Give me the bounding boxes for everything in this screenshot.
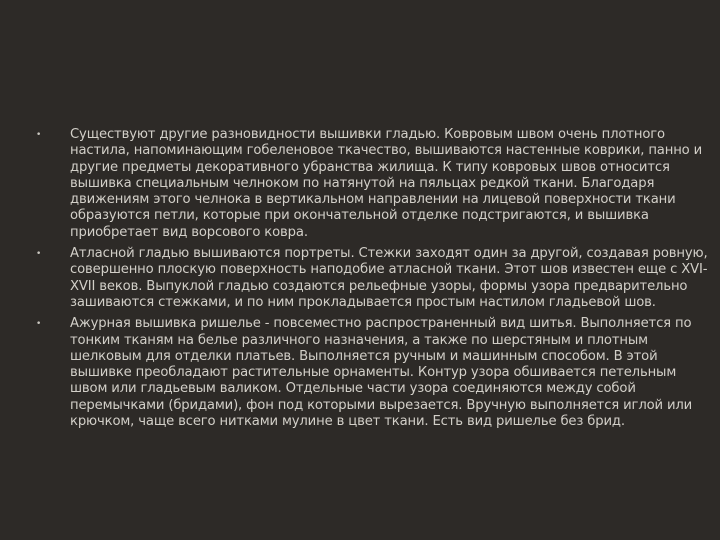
- bullet-list: [36, 127, 716, 430]
- bullet-item-carpet-stitch: [36, 127, 716, 241]
- bullet-icon: •: [36, 249, 42, 260]
- bullet-icon: •: [36, 130, 42, 140]
- bullet-text: Атласной гладью вышиваются портреты. Стежки заходят один за другой, создавая ровную, совершенно плоскую поверхность наподобие атласной ткани. Этот шов известен еще с XVI-XVII веков. Выпуклой гладью создаются рельефные узоры, формы узора предварительно зашиваются стежками, и по ним прокладывается простым настилом гладьевой шов.: [70, 246, 708, 310]
- bullet-icon: •: [36, 319, 42, 330]
- bullet-item-satin-stitch: [36, 246, 716, 311]
- bullet-item-richelieu: [36, 316, 716, 430]
- bullet-text: Существуют другие разновидности вышивки гладью. Ковровым швом очень плотного настила, напоминающим гобеленовое ткачество, вышиваются настенные коврики, панно и другие предметы декоративного убранства жилища. К типу ковровых швов относится вышивка специальным челноком по натянутой на пяльцах редкой ткани. Благодаря движениям этого челнока в вертикальном направлении на лицевой поверхности ткани образуются петли, которые при окончательной отделке подстригаются, и вышивка приобретает вид ворсового ковра.: [70, 127, 703, 240]
- bullet-text: Ажурная вышивка ришелье - повсеместно распространенный вид шитья. Выполняется по тонким тканям на белье различного назначения, а также по шерстяным и плотным шелковым для отделки платьев. Выполняется ручным и машинным способом. В этой вышивке преобладают растительные орнаменты. Контур узора обшивается петельным швом или гладьевым валиком. Отдельные части узора соединяются между собой перемычками (бридами), фон под которыми вырезается. Вручную выполняется иглой или крючком, чаще всего нитками мулине в цвет ткани. Есть вид ришелье без брид.: [70, 316, 693, 430]
